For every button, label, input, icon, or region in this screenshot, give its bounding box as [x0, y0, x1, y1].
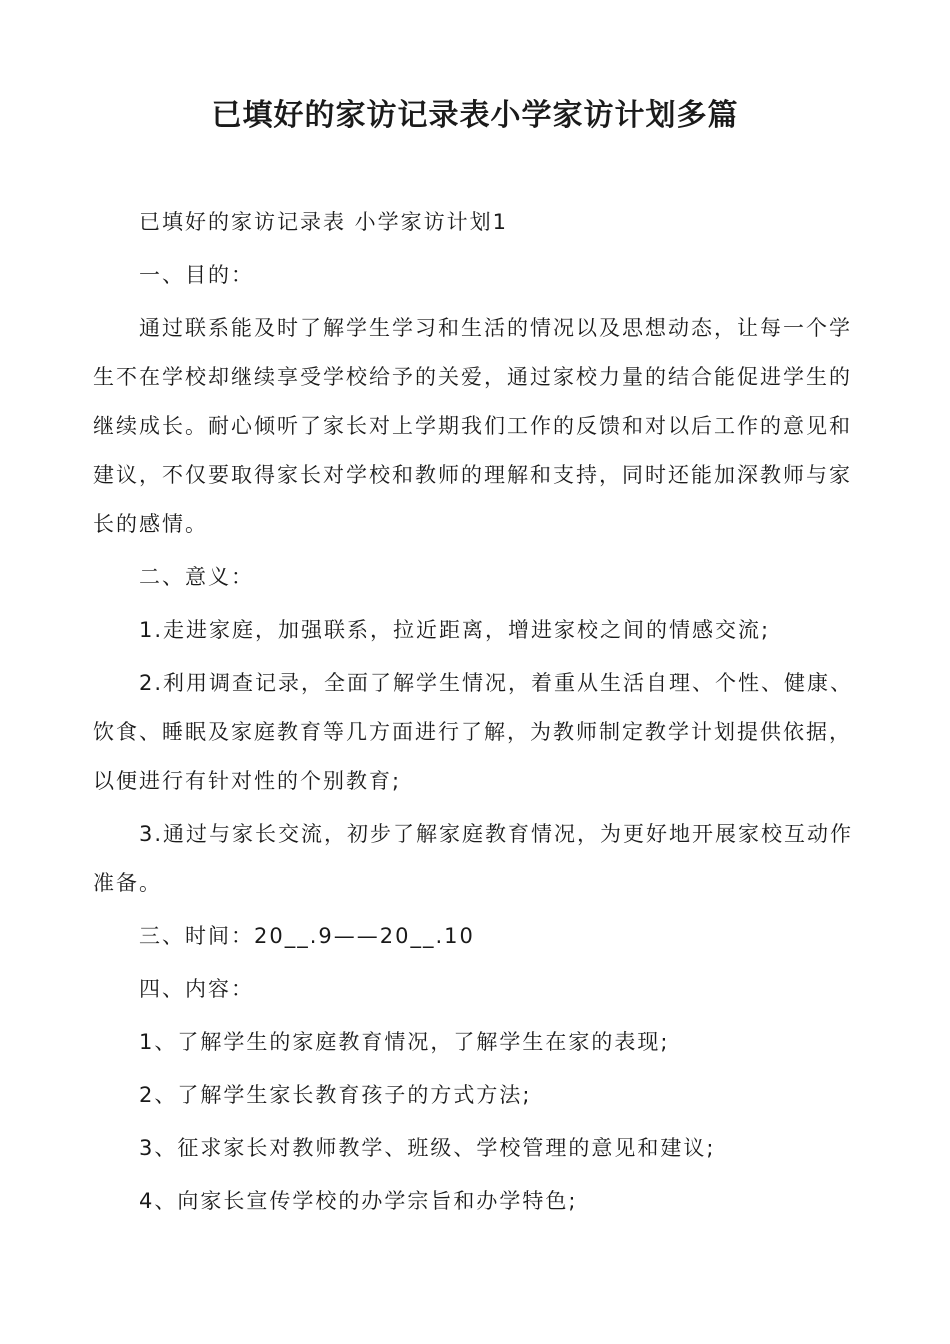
list-item-content-1: 1、了解学生的家庭教育情况，了解学生在家的表现; [139, 1030, 670, 1054]
section-heading-content: 四、内容： [139, 977, 254, 1001]
section-heading-time: 三、时间：20__.9——20__.10 [139, 924, 475, 948]
document-body [93, 198, 857, 1230]
section-heading-purpose: 一、目的： [139, 263, 254, 287]
paragraph-meaning-3: 3.通过与家长交流，初步了解家庭教育情况，为更好地开展家校互动作准备。 [93, 822, 854, 895]
paragraph-meaning-1: 1.走进家庭，加强联系，拉近距离，增进家校之间的情感交流; [139, 618, 771, 642]
paragraph-meaning-2: 2.利用调查记录，全面了解学生情况，着重从生活自理、个性、健康、饮食、睡眠及家庭教育等几方面进行了解，为教师制定教学计划提供依据，以便进行有针对性的个别教育; [93, 671, 854, 793]
list-item-content-2: 2、了解学生家长教育孩子的方式方法; [139, 1083, 532, 1107]
section-heading-meaning: 二、意义： [139, 565, 254, 589]
document-title: 已填好的家访记录表小学家访计划多篇 [211, 98, 739, 133]
subtitle-line: 已填好的家访记录表 小学家访计划1 [139, 210, 509, 234]
list-item-content-4: 4、向家长宣传学校的办学宗旨和办学特色; [139, 1189, 578, 1213]
list-item-content-3: 3、征求家长对教师教学、班级、学校管理的意见和建议; [139, 1136, 716, 1160]
paragraph-purpose: 通过联系能及时了解学生学习和生活的情况以及思想动态，让每一个学生不在学校却继续享受学校给予的关爱，通过家校力量的结合能促进学生的继续成长。耐心倾听了家长对上学期我们工作的反馈和对以后工作的意见和建议，不仅要取得家长对学校和教师的理解和支持，同时还能加深教师与家长的感情。 [93, 316, 852, 536]
